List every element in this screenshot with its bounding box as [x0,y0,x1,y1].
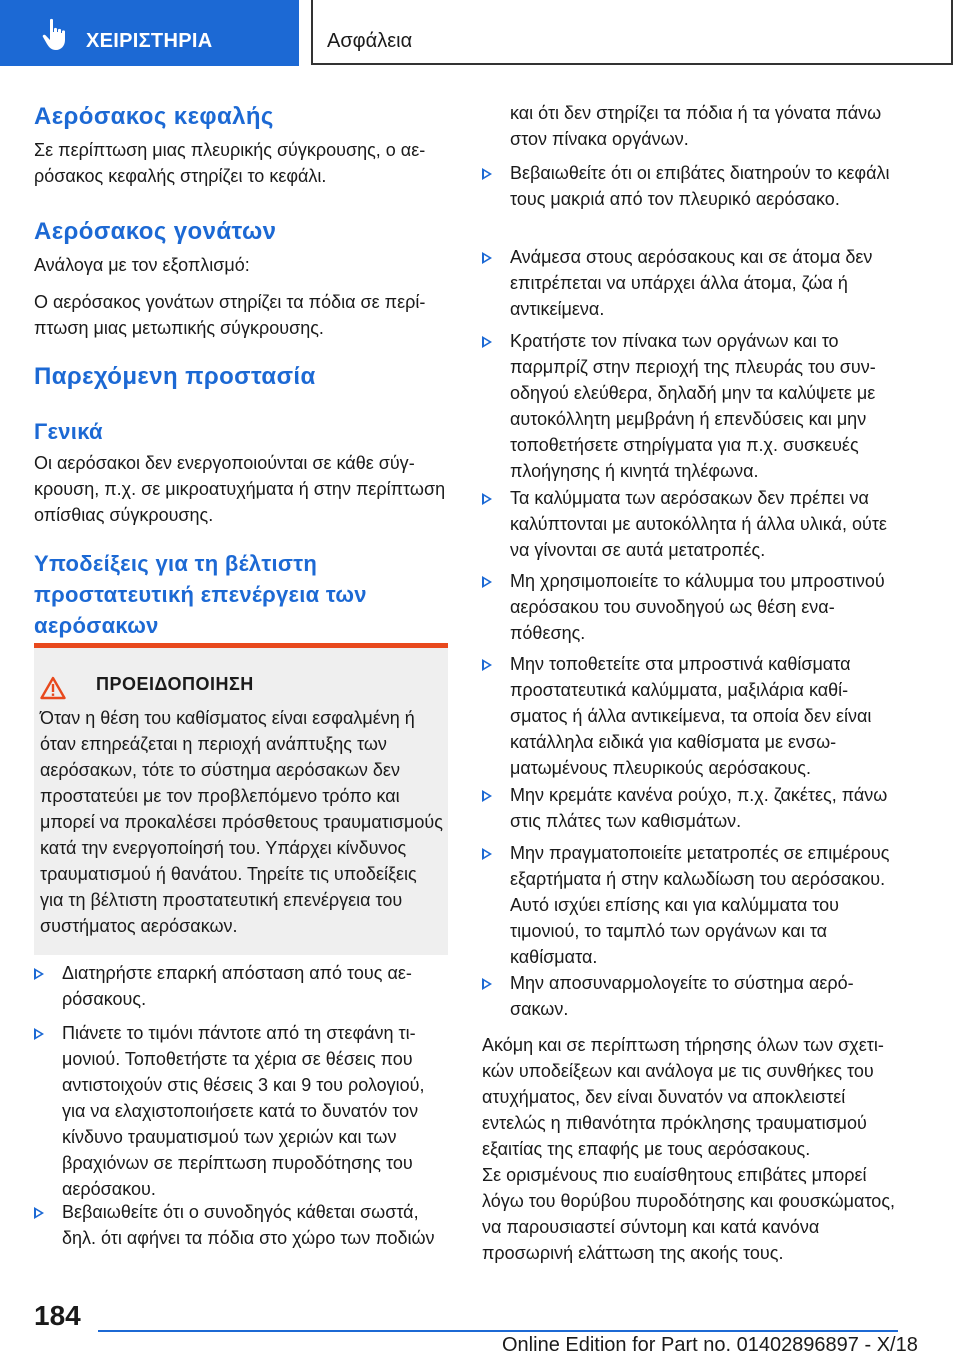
bullet-arrow-icon [34,968,44,980]
page-number: 184 [34,1300,81,1331]
heading-protection: Παρεχόμενη προστασία [34,363,316,390]
list-item [482,485,896,563]
page-header [0,0,960,66]
bullet-arrow-icon [482,790,492,802]
list-item [482,160,896,212]
list-item [482,244,896,322]
paragraph-hearing-loss: Σε ορισμένους πιο ευαίσθητους επιβάτες μπορεί λόγω του θορύβου πυροδότησης και φουσκώματος, να παρουσιαστεί σύντομη και κατά κανόνα προσωρινή ελάττωση της ακοής τους. [482,1165,895,1263]
list-item-text: Τα καλύμματα των αερόσακων δεν πρέπει να καλύπτονται με αυτοκόλλητα ή άλλα υλικά, ούτε να γίνονται σε αυτά μετατροπές. [510,488,887,560]
list-item [34,1199,448,1251]
list-item-text: Διατηρήστε επαρκή απόσταση από τους αερόσακους. [62,963,412,1009]
list-item [482,328,896,484]
list-item-text: Βεβαιωθείτε ότι οι επιβάτες διατηρούν το κεφάλι τους μακριά από τον πλευρικό αερόσακο. [510,163,890,209]
paragraph-knee-equipment: Ανάλογα με τον εξοπλισμό: [34,255,250,275]
bullet-arrow-icon [34,1207,44,1219]
paragraph-knee-airbag: Ο αερόσακος γονάτων στηρίζει τα πόδια σε περίπτωση μιας μετωπικής σύγκρουσης. [34,292,426,338]
paragraph-continued: και ότι δεν στηρίζει τα πόδια ή τα γόνατα πάνω στον πίνακα οργάνων. [510,103,882,149]
bullet-arrow-icon [482,252,492,264]
bullet-arrow-icon [482,336,492,348]
warning-title: ΠΡΟΕΙΔΟΠΟΙΗΣΗ [96,674,254,694]
footer-edition-text: Online Edition for Part no. 01402896897 - X/18 [502,1334,918,1356]
bullet-arrow-icon [482,168,492,180]
bullet-arrow-icon [482,659,492,671]
list-item-text: Πιάνετε το τιμόνι πάντοτε από τη στεφάνη τιμονιού. Τοποθετήστε τα χέρια σε θέσεις που αντιστοιχούν στις θέσεις 3 και 9 του ρολογιού, για να ελαχιστοποιήσετε κατά το δυνατόν τον κίνδυνο τραυματισμού των χεριών και των βραχιόνων σε περίπτωση πυροδότησης του αερόσακου. [62,1023,425,1199]
warning-triangle-icon [40,676,66,700]
paragraph-residual-risk: Ακόμη και σε περίπτωση τήρησης όλων των σχετικών υποδείξεων και ανάλογα με τις συνθήκες του ατυχήματος, δεν είναι δυνατόν να αποκλειστεί εντελώς η πιθανότητα πρόκλησης τραυματισμού εξαιτίας της επαφής με τους αερόσακους. [482,1035,884,1159]
paragraph-general: Οι αερόσακοι δεν ενεργοποιούνται σε κάθε σύγκρουση, π.χ. σε μικροατυχήματα ή στην περίπτωση οπίσθιας σύγκρουσης. [34,453,446,525]
footer-divider [98,1330,898,1332]
list-item-text: Μην αποσυναρμολογείτε το σύστημα αερόσακων. [510,973,854,1019]
bullet-arrow-icon [482,978,492,990]
heading-general: Γενικά [34,419,103,444]
heading-knee-airbag: Αερόσακος γονάτων [34,218,277,245]
list-item-text: Μην πραγματοποιείτε μετατροπές σε επιμέρους εξαρτήματα ή στην καλωδίωση του αερόσακου. Αυτό ισχύει επίσης και για καλύμματα του τιμονιού, το ταμπλό των οργάνων και τα καθίσματα. [510,843,890,967]
chapter-tab[interactable] [0,0,299,66]
bullet-arrow-icon [482,576,492,588]
list-item-text: Μην κρεμάτε κανένα ρούχο, π.χ. ζακέτες, πάνω στις πλάτες των καθισμάτων. [510,785,888,831]
list-item-text: Μη χρησιμοποιείτε το κάλυμμα του μπροστινού αερόσακου του συνοδηγού ως θέση εναπόθεσης. [510,571,885,643]
bullet-arrow-icon [34,1028,44,1040]
list-item [34,960,448,1012]
list-item [482,568,896,646]
list-item-text: Μην τοποθετείτε στα μπροστινά καθίσματα προστατευτικά καλύμματα, μαξιλάρια καθίσματος ή άλλα αντικείμενα, τα οποία δεν είναι κατάλληλα ειδικά για καθίσματα με ενσωματωμένους πλευρικούς αερόσακους. [510,654,872,778]
section-title: Ασφάλεια [327,30,413,52]
list-item-text: Βεβαιωθείτε ότι ο συνοδηγός κάθεται σωστά, δηλ. ότι αφήνει τα πόδια στο χώρο των ποδιών [62,1202,435,1248]
warning-text: Όταν η θέση του καθίσματος είναι εσφαλμένη ή όταν επηρεάζεται η περιοχή ανάπτυξης των αερόσακων, τότε το σύστημα αερόσακων δεν προστατεύει με τον προβλεπόμενο τρόπο και μπορεί να προκαλέσει πρόσθετους τραυματισμούς κατά την ενεργοποίησή του. Υπάρχει κίνδυνος τραυματισμού ή θανάτου. Τηρείτε τις υποδείξεις για τη βέλτιστη προστατευτική επενέργεια του συστήματος αερόσακων. [40,708,443,936]
chapter-tab-label: ΧΕΙΡΙΣΤΗΡΙΑ [86,30,213,52]
list-item [482,970,896,1022]
list-item [482,840,896,970]
list-item [482,651,896,781]
hand-pointer-icon [40,18,70,52]
bullet-arrow-icon [482,493,492,505]
list-item [482,782,896,834]
bullet-arrow-icon [482,848,492,860]
list-item [34,1020,448,1202]
heading-head-airbag: Αερόσακος κεφαλής [34,103,274,130]
list-item-text: Κρατήστε τον πίνακα των οργάνων και το παρμπρίζ στην περιοχή της πλευράς του συνοδηγού ελεύθερα, δηλαδή μην τα καλύψετε με αυτοκόλλητη μεμβράνη ή επενδύσεις και μην τοποθετήσετε στηρίγματα για π.χ. συσκευές πλοήγησης ή κινητά τηλέφωνα. [510,331,876,481]
list-item-text: Ανάμεσα στους αερόσακους και σε άτομα δεν επιτρέπεται να υπάρχει άλλα άτομα, ζώα ή αντικείμενα. [510,247,873,319]
paragraph-head-airbag: Σε περίπτωση μιας πλευρικής σύγκρουσης, ο αερόσακος κεφαλής στηρίζει το κεφάλι. [34,140,426,186]
warning-box [34,643,448,955]
heading-optimal-protection: Υποδείξεις για τη βέλτιστη προστατευτική επενέργεια των αερόσακων [34,551,367,638]
section-title-box [311,0,953,65]
